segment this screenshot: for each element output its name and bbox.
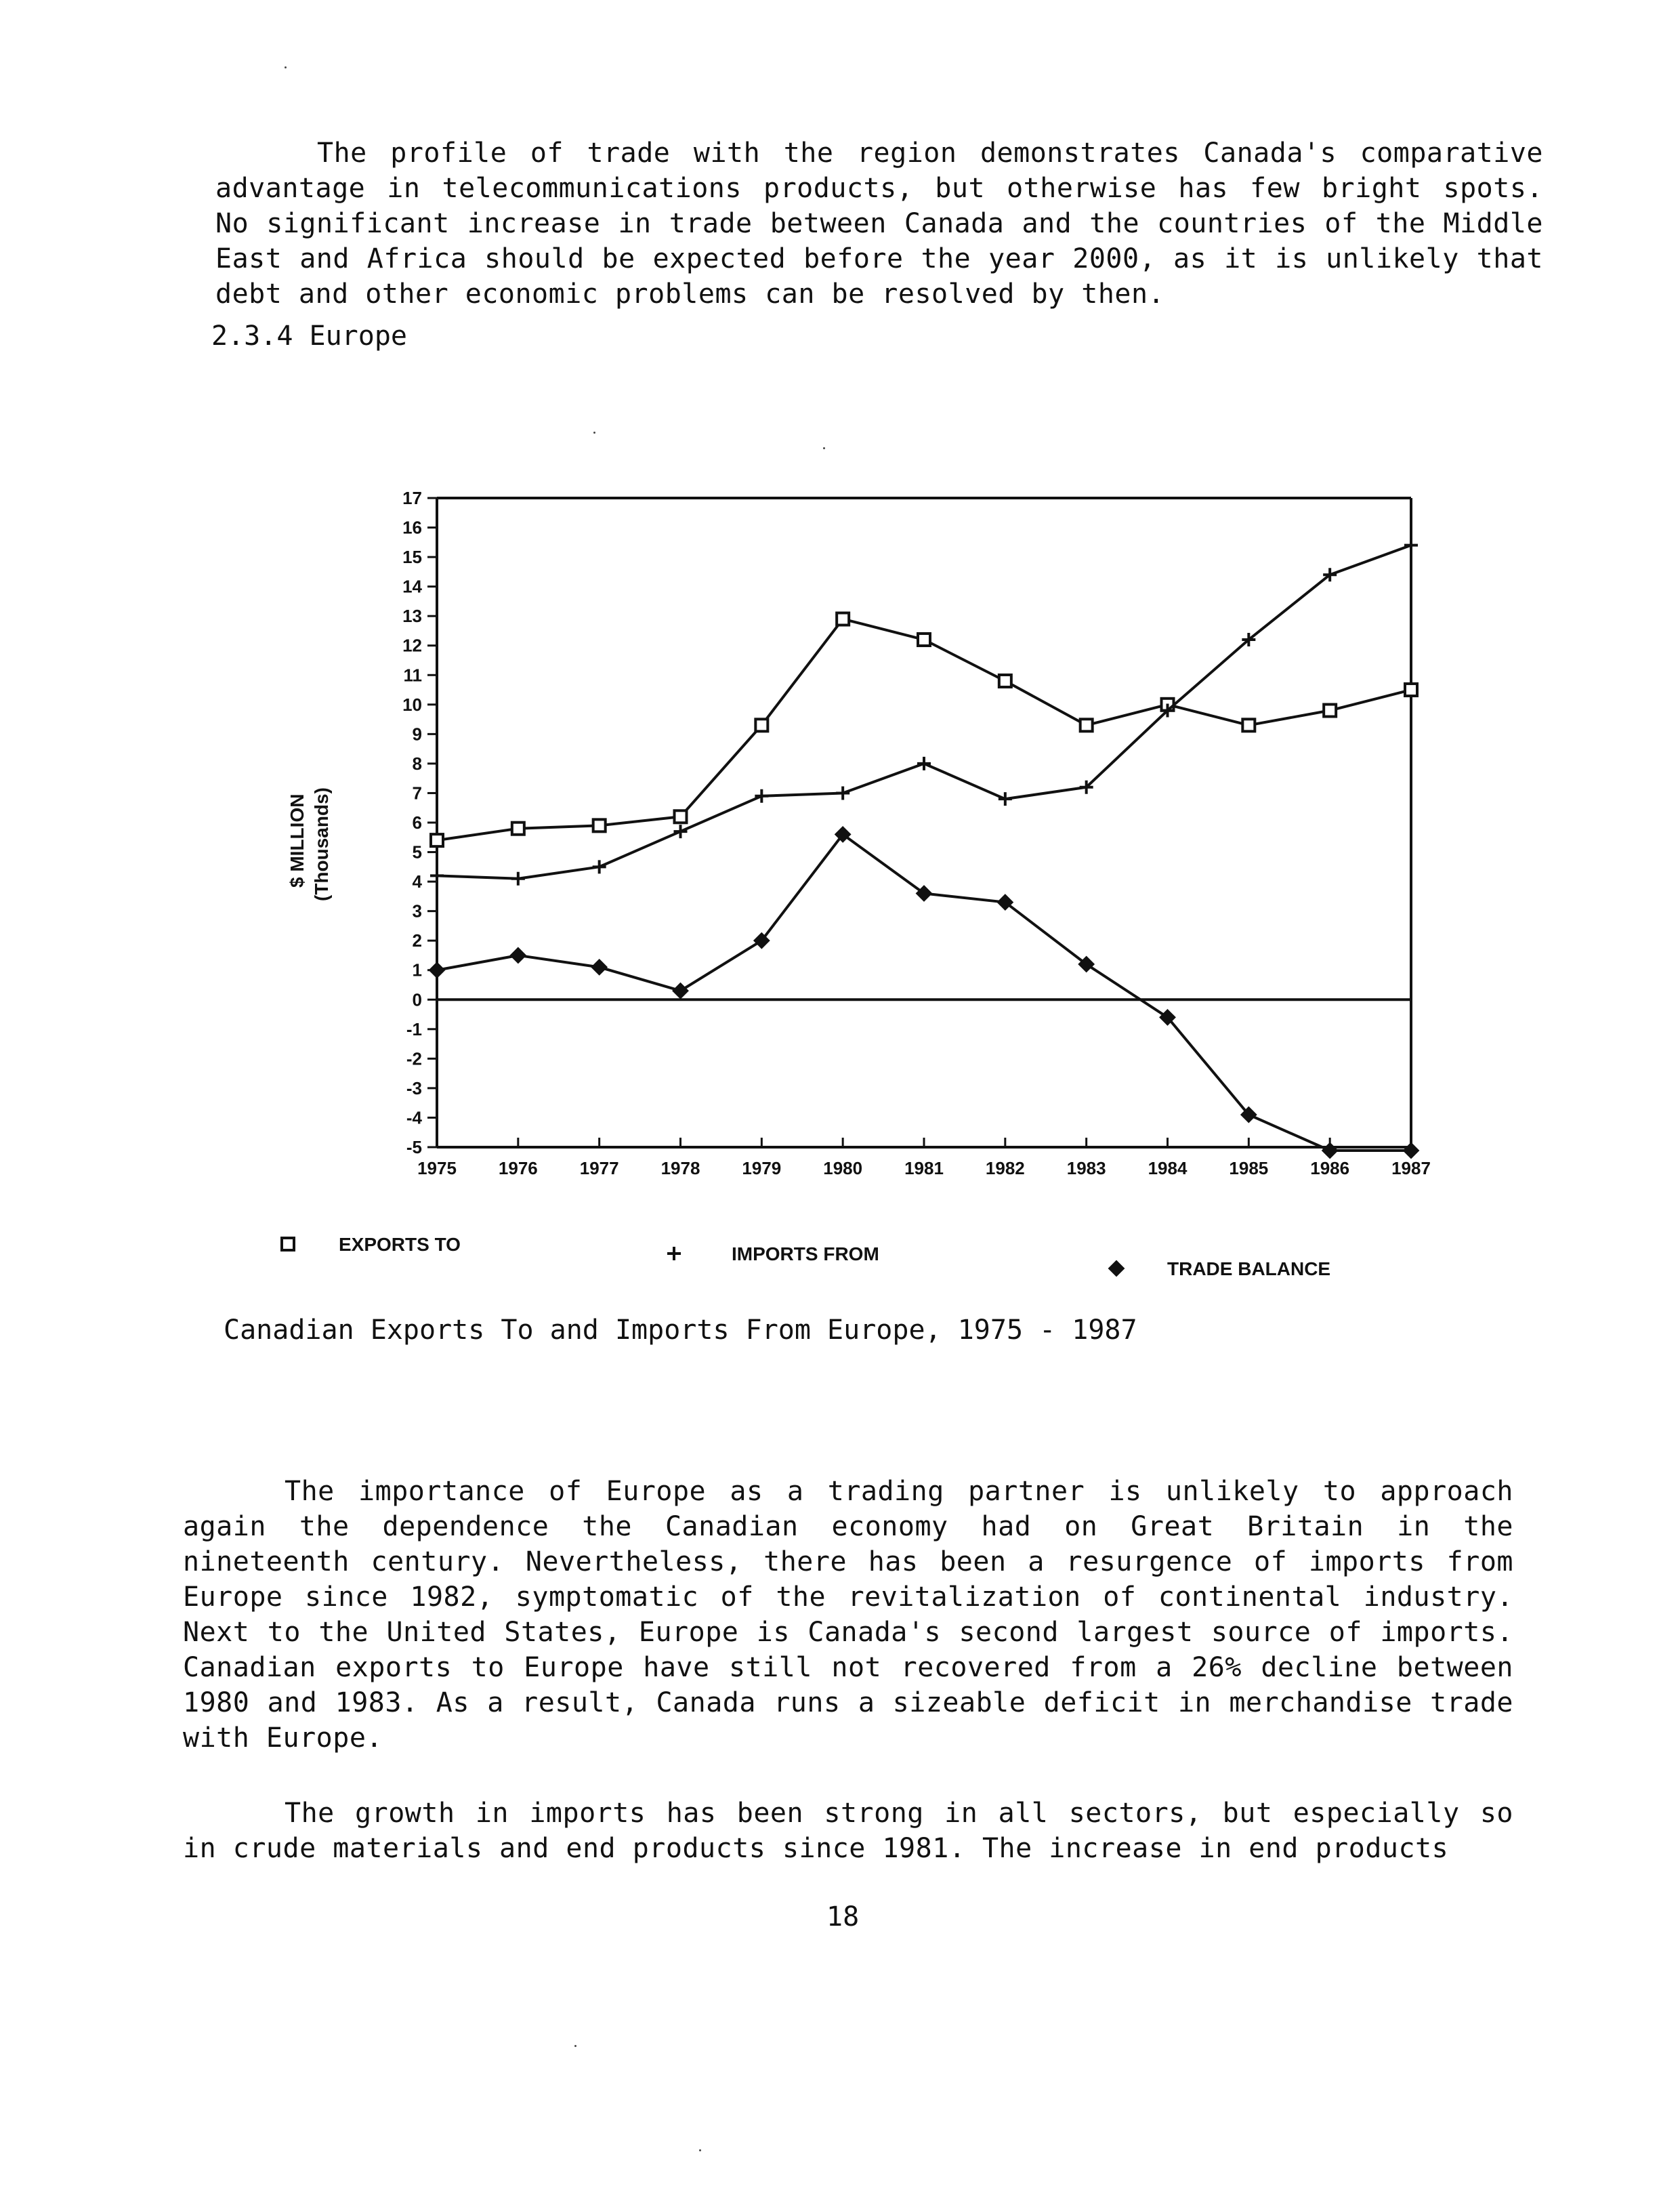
y-axis [402, 488, 437, 1157]
exports-point [512, 823, 524, 835]
x-tick-label: 1979 [742, 1158, 782, 1178]
scan-speck [574, 2045, 576, 2047]
y-tick-label: 14 [402, 576, 422, 597]
y-tick-label: 2 [412, 930, 422, 951]
exports-point [918, 634, 930, 646]
imports-line [437, 545, 1411, 879]
imports-point [999, 792, 1012, 806]
exports-point [1405, 684, 1417, 696]
imports-point [1404, 539, 1418, 552]
exports-point [1080, 719, 1093, 731]
balance-legend-label: TRADE BALANCE [1167, 1258, 1331, 1279]
y-tick-label: 8 [412, 753, 422, 774]
section-heading: 2.3.4 Europe [211, 320, 407, 352]
y-tick-label: 15 [402, 547, 422, 568]
x-tick-label: 1977 [579, 1158, 619, 1178]
y-tick-label: 6 [412, 812, 422, 833]
exports-line [437, 619, 1411, 841]
y-tick-label: 9 [412, 724, 422, 745]
balance-point [1322, 1143, 1337, 1158]
y-tick-label: 13 [402, 606, 422, 627]
imports-point [430, 869, 444, 882]
y-axis-title: $ MILLION [287, 793, 308, 888]
exports-point [1242, 719, 1255, 731]
x-tick-label: 1980 [823, 1158, 863, 1178]
exports-series [431, 613, 1417, 847]
y-tick-label: 1 [412, 959, 422, 980]
x-tick-label: 1976 [498, 1158, 538, 1178]
exports-legend-marker [282, 1238, 294, 1250]
x-tick-label: 1984 [1148, 1158, 1188, 1178]
chart-frame [437, 498, 1411, 1147]
legend [282, 1234, 1330, 1279]
imports-point [593, 860, 606, 873]
y-tick-label: 5 [412, 842, 422, 863]
scan-speck [593, 432, 595, 434]
exports-point [755, 719, 768, 731]
x-tick-label: 1983 [1066, 1158, 1106, 1178]
exports-point [837, 613, 849, 625]
x-tick-label: 1981 [904, 1158, 944, 1178]
imports-point [917, 757, 931, 770]
y-tick-label: 11 [403, 665, 422, 686]
balance-line [437, 834, 1411, 1151]
intro-paragraph: The profile of trade with the region demonstrates Canada's comparative advantage in telecommunications products, but otherwise has few bright spots. No significant increase in trade between Canada and the countries of the Middle East and Africa should be expected before the year 2000, as it is unlikely that debt and other economic problems can be resolved by then. [215, 138, 1543, 310]
y-tick-label: 17 [402, 488, 422, 508]
x-axis [417, 1138, 1431, 1178]
balance-series [429, 827, 1419, 1158]
chart-caption: Canadian Exports To and Imports From Europe, 1975 - 1987 [224, 1315, 1137, 1346]
scan-speck [823, 447, 825, 449]
exports-point [675, 810, 687, 823]
y-tick-label: -2 [406, 1048, 422, 1069]
y-tick-label: -1 [406, 1018, 422, 1039]
y-tick-label: 12 [402, 635, 422, 656]
exports-point [1324, 705, 1336, 717]
exports-point [593, 819, 606, 831]
y-tick-label: -3 [406, 1077, 422, 1098]
page-number: 18 [826, 1901, 860, 1932]
scan-speck [699, 2149, 701, 2151]
exports-legend-label: EXPORTS TO [339, 1234, 461, 1255]
x-tick-label: 1982 [985, 1158, 1025, 1178]
y-tick-label: -4 [406, 1107, 422, 1128]
series-layer [429, 539, 1419, 1158]
imports-point [511, 872, 525, 886]
y-tick-label: 4 [412, 871, 422, 892]
imports-point [755, 789, 768, 803]
balance-legend-marker [1109, 1261, 1124, 1276]
europe-paragraph-1: The importance of Europe as a trading partner is unlikely to approach again the dependence the Canadian economy had on Great Britain in the nineteenth century. Nevertheless, there has been a resurgence of imports from Europe since 1982, symptomatic of the revitalization of continental industry. Next to the United States, Europe is Canada's second largest source of imports. Canadian exports to Europe have still not recovered from a 26% decline between 1980 and 1983. As a result, Canada runs a sizeable deficit in merchandise trade with Europe. [183, 1476, 1513, 1754]
y-tick-label: 0 [412, 989, 422, 1010]
y-tick-label: 16 [402, 517, 422, 538]
imports-point [674, 825, 688, 838]
imports-legend-label: IMPORTS FROM [732, 1243, 879, 1264]
imports-series [430, 539, 1418, 886]
y-tick-label: -5 [406, 1137, 422, 1157]
y-tick-label: 10 [402, 694, 422, 715]
balance-point [511, 948, 526, 963]
balance-point [429, 963, 444, 978]
x-tick-label: 1987 [1391, 1158, 1431, 1178]
imports-point [836, 786, 849, 800]
imports-legend-marker [667, 1247, 681, 1260]
europe-paragraph-2: The growth in imports has been strong in all sectors, but especially so in crude materials and end products since 1981. The increase in end products [183, 1798, 1513, 1864]
y-tick-label: 3 [412, 901, 422, 922]
y-axis-subtitle: (Thousands) [311, 787, 332, 901]
x-tick-label: 1975 [417, 1158, 457, 1178]
x-tick-label: 1985 [1229, 1158, 1269, 1178]
scan-speck [285, 66, 287, 68]
balance-point [673, 983, 688, 998]
balance-point [592, 959, 607, 974]
x-tick-label: 1986 [1310, 1158, 1350, 1178]
balance-point [1404, 1143, 1419, 1158]
exports-point [431, 834, 443, 846]
y-tick-label: 7 [412, 783, 422, 804]
exports-point [999, 675, 1011, 687]
x-tick-label: 1978 [660, 1158, 700, 1178]
